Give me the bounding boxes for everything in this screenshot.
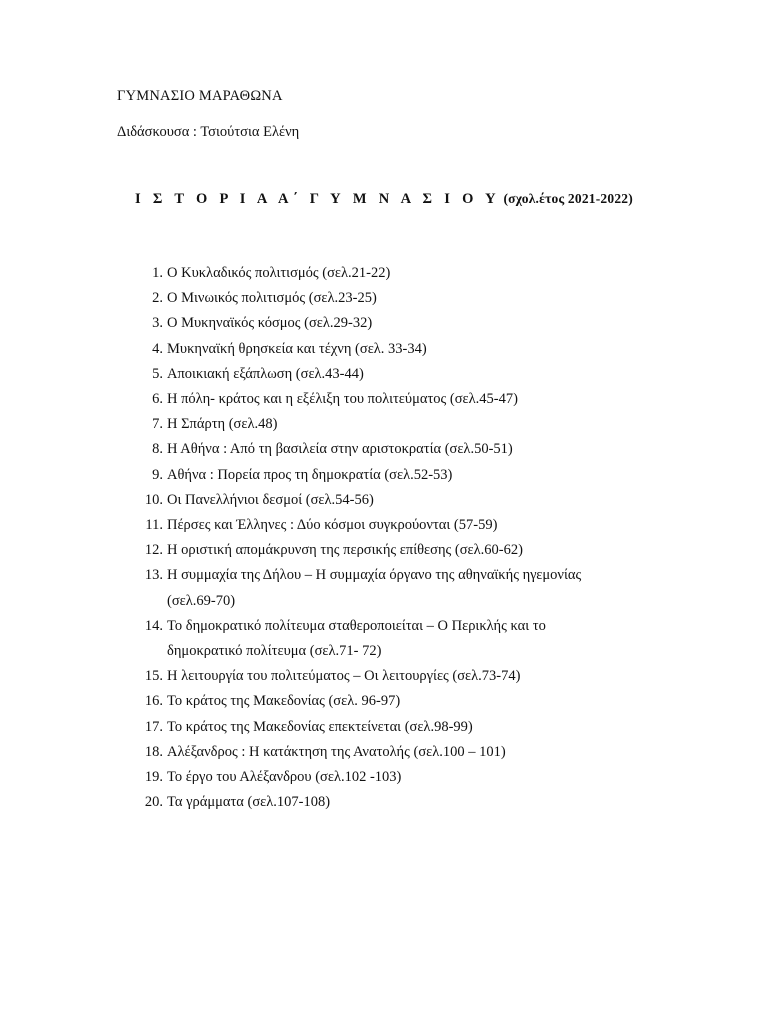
list-item — [117, 261, 587, 286]
list-item-text: Το δημοκρατικό πολίτευμα σταθεροποιείται – Ο Περικλής και το δημοκρατικό πολίτευμα (σελ.71- 72) — [167, 617, 546, 660]
title-school-year: (σχολ.έτος 2021-2022) — [503, 191, 633, 206]
list-item — [117, 337, 587, 362]
list-item-text: Το κράτος της Μακεδονίας επεκτείνεται (σελ.98-99) — [167, 718, 473, 735]
list-item-number: 4. — [152, 340, 163, 357]
list-item-text: Το κράτος της Μακεδονίας (σελ. 96-97) — [167, 693, 401, 710]
list-item — [117, 538, 587, 563]
title-main: Ι Σ Τ Ο Ρ Ι Α Α΄ Γ Υ Μ Ν Α Σ Ι Ο Υ — [135, 191, 500, 207]
list-item-text: Αποικιακή εξάπλωση (σελ.43-44) — [167, 365, 364, 382]
list-item-text: Το έργο του Αλέξανδρου (σελ.102 -103) — [167, 769, 402, 786]
list-item — [117, 664, 587, 689]
list-item-number: 10. — [144, 491, 163, 508]
document-title — [0, 191, 768, 208]
list-item — [117, 790, 587, 815]
list-item — [117, 286, 587, 311]
list-item-text: Οι Πανελλήνιοι δεσμοί (σελ.54-56) — [167, 491, 374, 508]
list-item-text: Ο Μινωικός πολιτισμός (σελ.23-25) — [167, 290, 377, 307]
list-item-text: Τα γράμματα (σελ.107-108) — [167, 794, 331, 811]
list-item-text: Η πόλη- κράτος και η εξέλιξη του πολιτεύματος (σελ.45-47) — [167, 391, 518, 408]
list-item-number: 11. — [145, 517, 163, 534]
list-item-number: 19. — [144, 769, 163, 786]
list-item-text: Η οριστική απομάκρυνση της περσικής επίθεσης (σελ.60-62) — [167, 542, 523, 559]
list-item — [117, 463, 587, 488]
list-item-number: 14. — [144, 617, 163, 634]
list-item-number: 1. — [152, 265, 163, 281]
list-item — [117, 311, 587, 336]
list-item — [117, 412, 587, 437]
list-item-number: 17. — [144, 718, 163, 735]
list-item — [117, 740, 587, 765]
list-item-number: 5. — [152, 365, 163, 382]
list-item — [117, 362, 587, 387]
list-item — [117, 689, 587, 714]
list-item-number: 3. — [152, 315, 163, 332]
list-item — [117, 387, 587, 412]
list-item — [117, 614, 587, 664]
list-item-text: Αθήνα : Πορεία προς τη δημοκρατία (σελ.52-53) — [167, 466, 453, 483]
list-item-text: Η συμμαχία της Δήλου – Η συμμαχία όργανο της αθηναϊκής ηγεμονίας (σελ.69-70) — [167, 567, 582, 609]
list-item — [117, 715, 587, 740]
list-item-text: Μυκηναϊκή θρησκεία και τέχνη (σελ. 33-34) — [167, 340, 427, 357]
list-item-text: Η λειτουργία του πολιτεύματος – Οι λειτουργίες (σελ.73-74) — [167, 668, 521, 685]
list-item-number: 9. — [152, 466, 163, 483]
list-item-number: 20. — [144, 794, 163, 811]
list-item-text: Η Σπάρτη (σελ.48) — [167, 416, 278, 433]
list-item-number: 8. — [152, 441, 163, 458]
list-item-number: 2. — [152, 290, 163, 307]
lesson-list — [117, 261, 587, 815]
list-item — [117, 513, 587, 538]
list-item-text: Ο Μυκηναϊκός κόσμος (σελ.29-32) — [167, 315, 373, 332]
list-item-text: Αλέξανδρος : Η κατάκτηση της Ανατολής (σελ.100 – 101) — [167, 743, 506, 760]
list-item-number: 18. — [144, 743, 163, 760]
list-item-text: Ο Κυκλαδικός πολιτισμός (σελ.21-22) — [167, 265, 391, 281]
list-item — [117, 765, 587, 790]
list-item — [117, 563, 587, 613]
list-item-number: 13. — [144, 567, 163, 584]
list-item-number: 16. — [144, 693, 163, 710]
school-name: ΓΥΜΝΑΣΙΟ ΜΑΡΑΘΩΝΑ — [117, 88, 283, 104]
list-item-number: 15. — [144, 668, 163, 685]
list-item-number: 12. — [144, 542, 163, 559]
list-item — [117, 488, 587, 513]
list-item-text: Η Αθήνα : Από τη βασιλεία στην αριστοκρατία (σελ.50-51) — [167, 441, 513, 458]
list-item-number: 7. — [152, 416, 163, 433]
teacher-name: Διδάσκουσα : Τσιούτσια Ελένη — [117, 124, 300, 140]
list-item-number: 6. — [152, 391, 163, 408]
list-item-text: Πέρσες και Έλληνες : Δύο κόσμοι συγκρούονται (57-59) — [167, 517, 498, 534]
list-item — [117, 437, 587, 462]
